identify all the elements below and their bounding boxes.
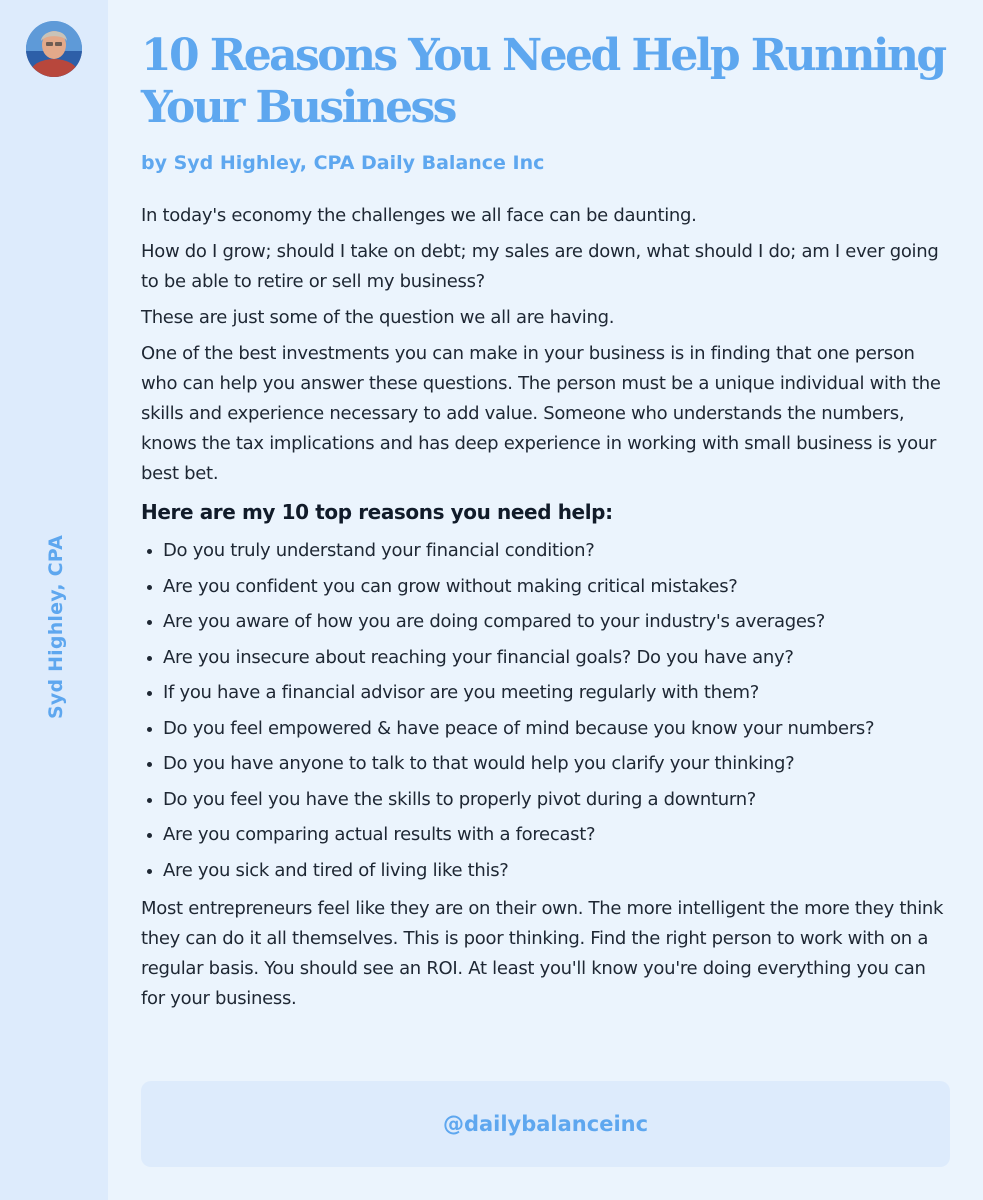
article-body [141,201,953,1014]
reason-item: • If you have a financial advisor are you meeting regularly with them? [163,675,953,711]
reason-item: • Do you truly understand your financial condition? [163,533,953,569]
reason-item: • Are you sick and tired of living like this? [163,853,953,889]
social-handle-link[interactable]: @dailybalanceinc [442,1112,649,1136]
intro-paragraph: In today's economy the challenges we all face can be daunting. [141,205,697,226]
reason-item: • Do you feel you have the skills to properly pivot during a downturn? [163,782,953,818]
footer-handle-box [141,1081,950,1167]
author-photo-icon [26,21,82,77]
reason-item: • Do you have anyone to talk to that would help you clarify your thinking? [163,746,953,782]
article [141,30,953,1020]
article-byline: by Syd Highley, CPA Daily Balance Inc [141,152,545,174]
author-avatar[interactable] [26,21,82,77]
reason-item: • Are you comparing actual results with a forecast? [163,817,953,853]
article-title: 10 Reasons You Need Help Running Your Business [141,30,945,133]
intro-paragraph: These are just some of the question we all are having. [141,307,615,328]
author-name-vertical: Syd Highley, CPA [45,535,67,719]
reason-item: • Do you feel empowered & have peace of mind because you know your numbers? [163,711,953,747]
closing-paragraph: Most entrepreneurs feel like they are on their own. The more intelligent the more they think they can do it all themselves. This is poor thinking. Find the right person to work with on a regular basis. You should see an ROI. At least you'll know you're doing everything you can for your business. [141,898,944,1009]
reasons-heading: Here are my 10 top reasons you need help: [141,500,613,524]
intro-paragraph: How do I grow; should I take on debt; my sales are down, what should I do; am I ever going to be able to retire or sell my business? [141,241,939,292]
reason-item: • Are you aware of how you are doing compared to your industry's averages? [163,604,953,640]
reason-item: • Are you confident you can grow without making critical mistakes? [163,569,953,605]
intro-paragraph: One of the best investments you can make in your business is in finding that one person who can help you answer these questions. The person must be a unique individual with the skills and experience necessary to add value. Someone who understands the numbers, knows the tax implications and has deep experience in working with small business is your best bet. [141,343,941,484]
author-sidebar [0,0,108,1200]
reasons-list [141,533,953,888]
reason-item: • Are you insecure about reaching your financial goals? Do you have any? [163,640,953,676]
